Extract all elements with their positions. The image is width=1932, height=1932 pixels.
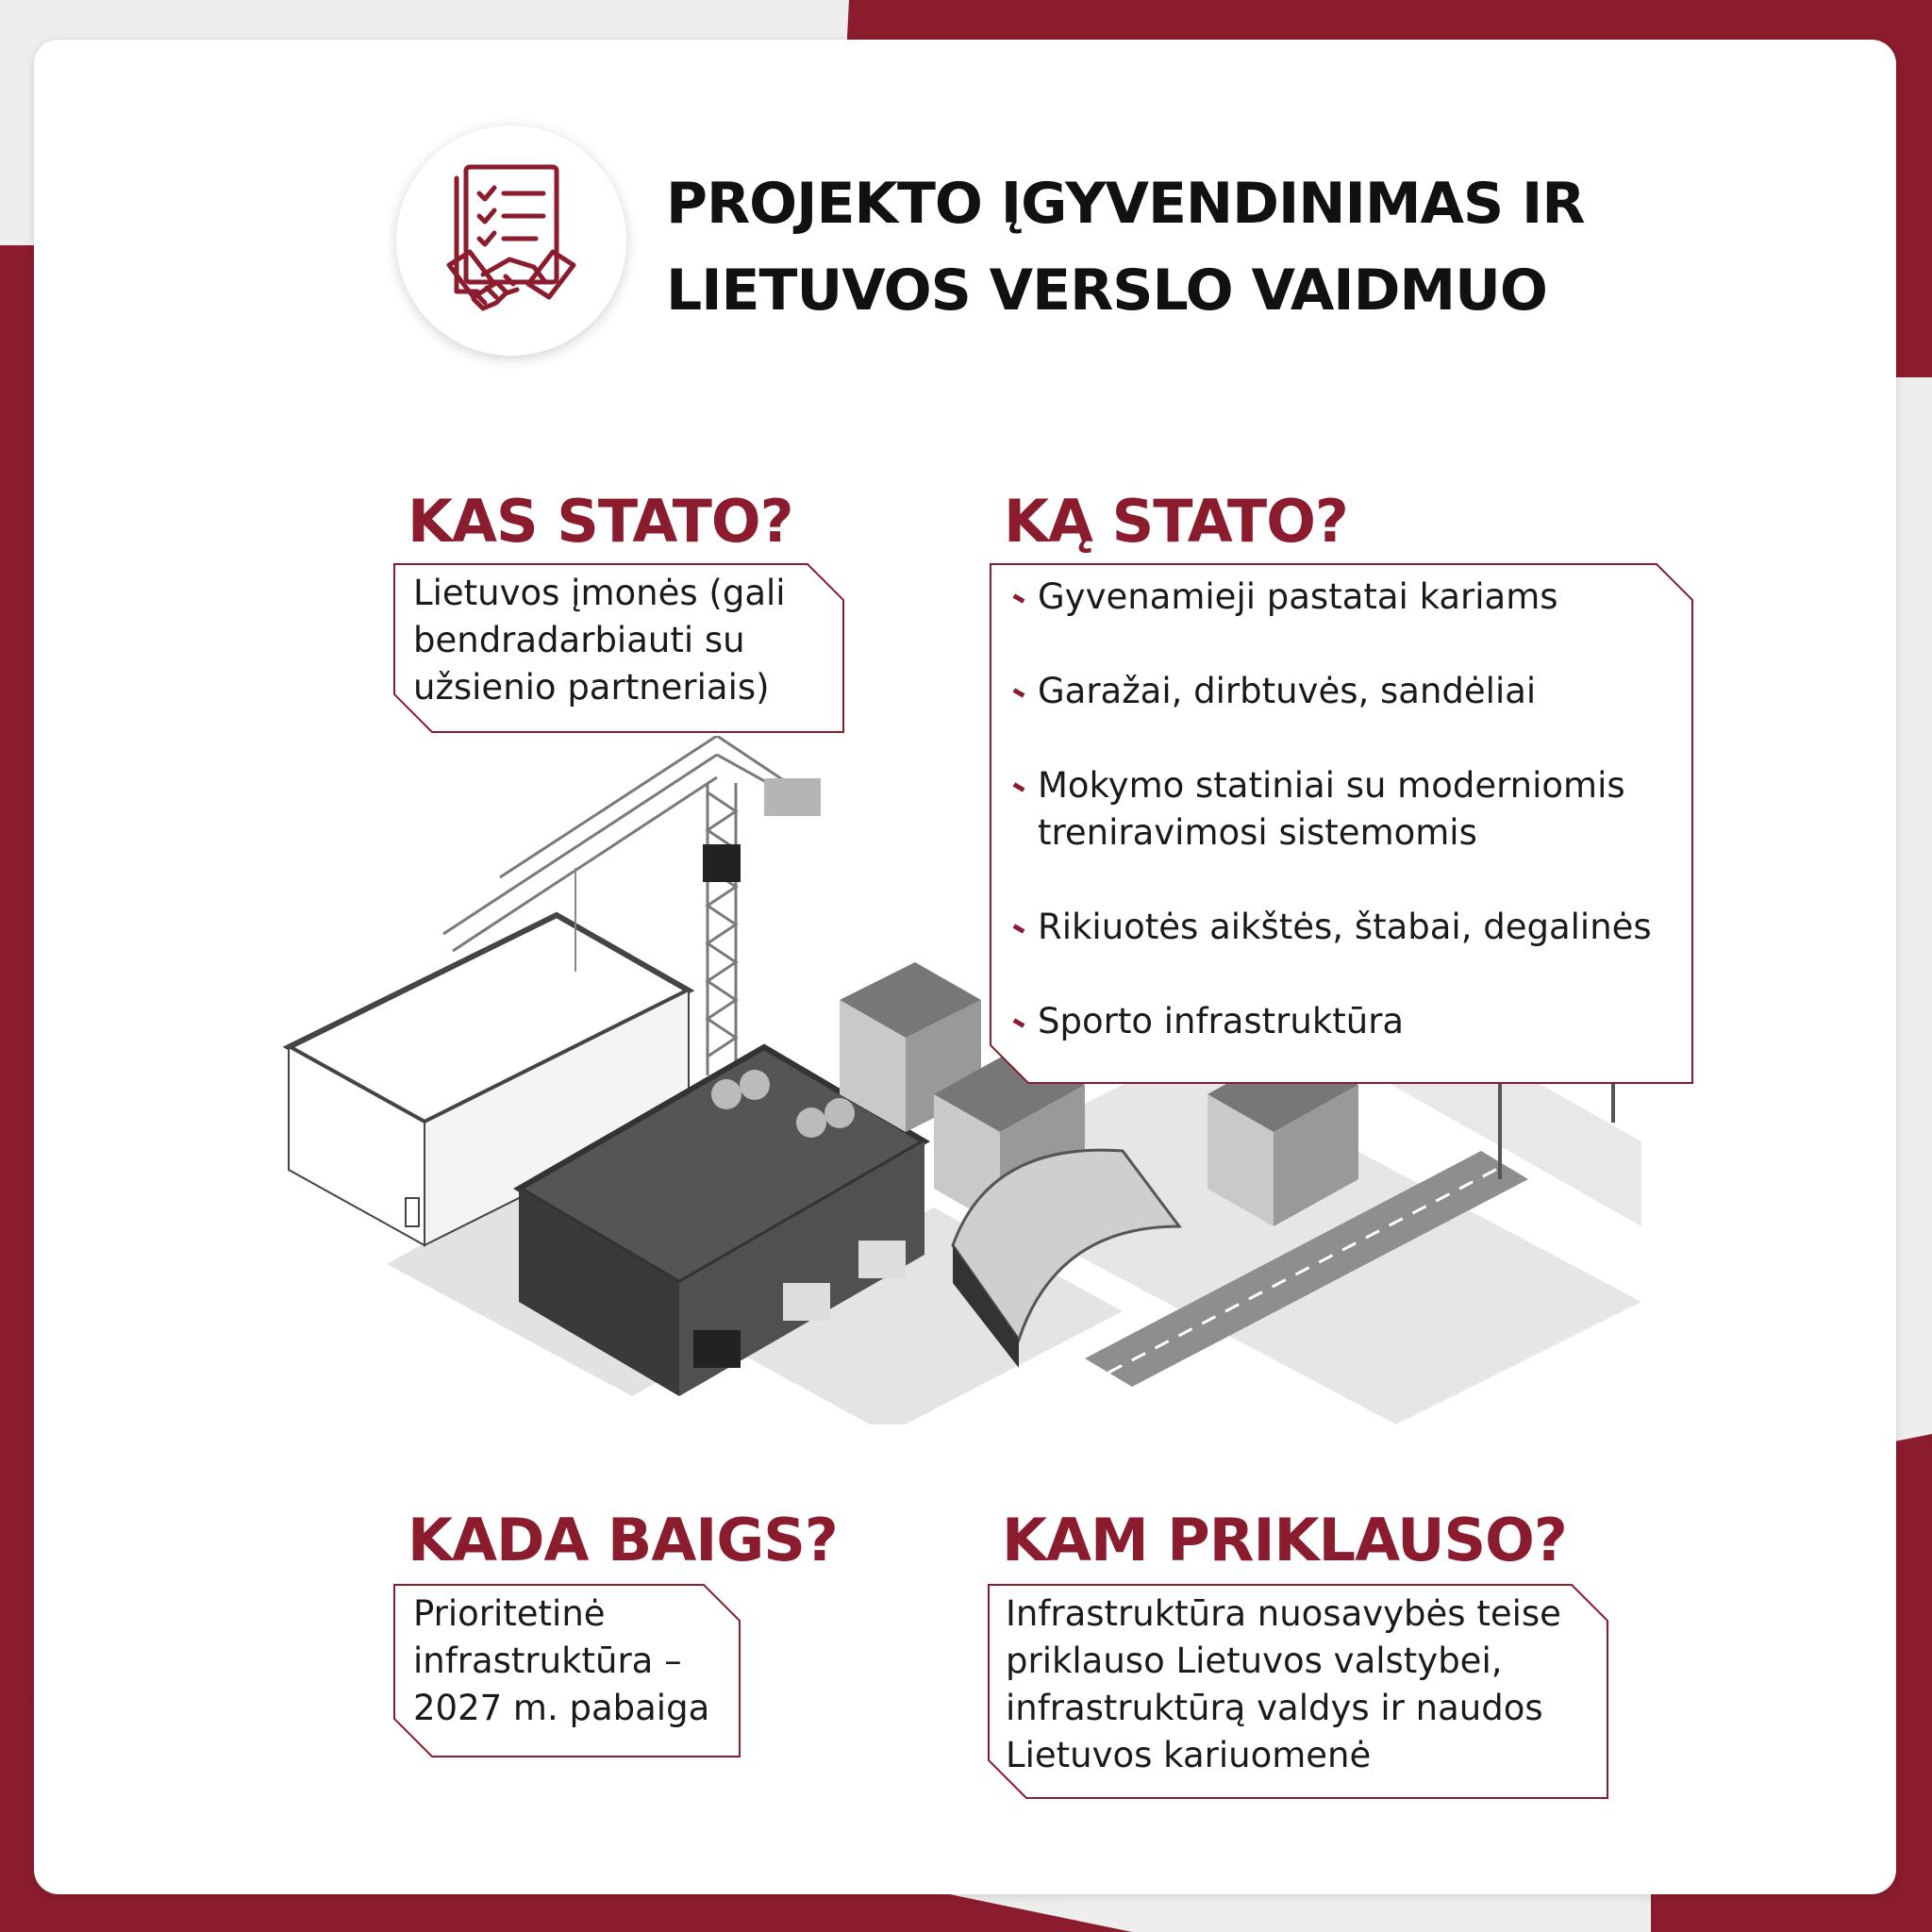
what-builds-box [989, 562, 1694, 1085]
item-1-text: Gyvenamieji pastatai kariams [1038, 576, 1558, 617]
who-line-2: bendradarbiauti su [413, 620, 745, 660]
list-item [1038, 904, 1652, 951]
owner-line-3: infrastruktūrą valdys ir naudos [1006, 1688, 1543, 1728]
when-finish-text [413, 1591, 709, 1732]
when-line-3: 2027 m. pabaiga [413, 1688, 710, 1728]
list-item [1038, 574, 1652, 621]
owner-text [1006, 1591, 1561, 1779]
list-item [1038, 762, 1652, 857]
owner-line-2: priklauso Lietuvos valstybei, [1006, 1641, 1503, 1681]
heading-what-builds: KĄ STATO? [1004, 487, 1348, 556]
item-4-text: Rikiuotės aikštės, štabai, degalinės [1038, 907, 1652, 947]
what-builds-list [1038, 574, 1652, 1092]
owner-line-1: Infrastruktūra nuosavybės teise [1006, 1593, 1561, 1634]
list-item [1038, 998, 1652, 1045]
owner-line-4: Lietuvos kariuomenė [1006, 1735, 1372, 1775]
who-builds-box [392, 562, 845, 734]
item-3-line-1: Mokymo statiniai su moderniomis [1038, 765, 1625, 806]
item-2-text: Garažai, dirbtuvės, sandėliai [1038, 671, 1537, 711]
who-line-3: užsienio partneriais) [413, 667, 770, 708]
contract-handshake-icon [445, 161, 577, 322]
owner-box [987, 1583, 1609, 1800]
item-5-text: Sporto infrastruktūra [1038, 1001, 1405, 1041]
who-line-1: Lietuvos įmonės (gali [413, 573, 786, 613]
page-title [666, 160, 1585, 334]
when-line-1: Prioritetinė [413, 1593, 606, 1634]
when-line-2: infrastruktūra – [413, 1641, 682, 1681]
title-line-2: LIETUVOS VERSLO VAIDMUO [666, 258, 1547, 324]
heading-who-builds: KAS STATO? [408, 487, 793, 556]
list-item [1038, 668, 1652, 715]
heading-when-finish: KADA BAIGS? [408, 1506, 838, 1574]
who-builds-text [413, 570, 786, 711]
when-finish-box [392, 1583, 741, 1758]
title-line-1: PROJEKTO ĮGYVENDINIMAS IR [666, 171, 1585, 237]
heading-owner: KAM PRIKLAUSO? [1002, 1506, 1567, 1574]
item-3-line-2: treniravimosi sistemomis [1038, 812, 1477, 853]
logo-badge [396, 125, 626, 356]
